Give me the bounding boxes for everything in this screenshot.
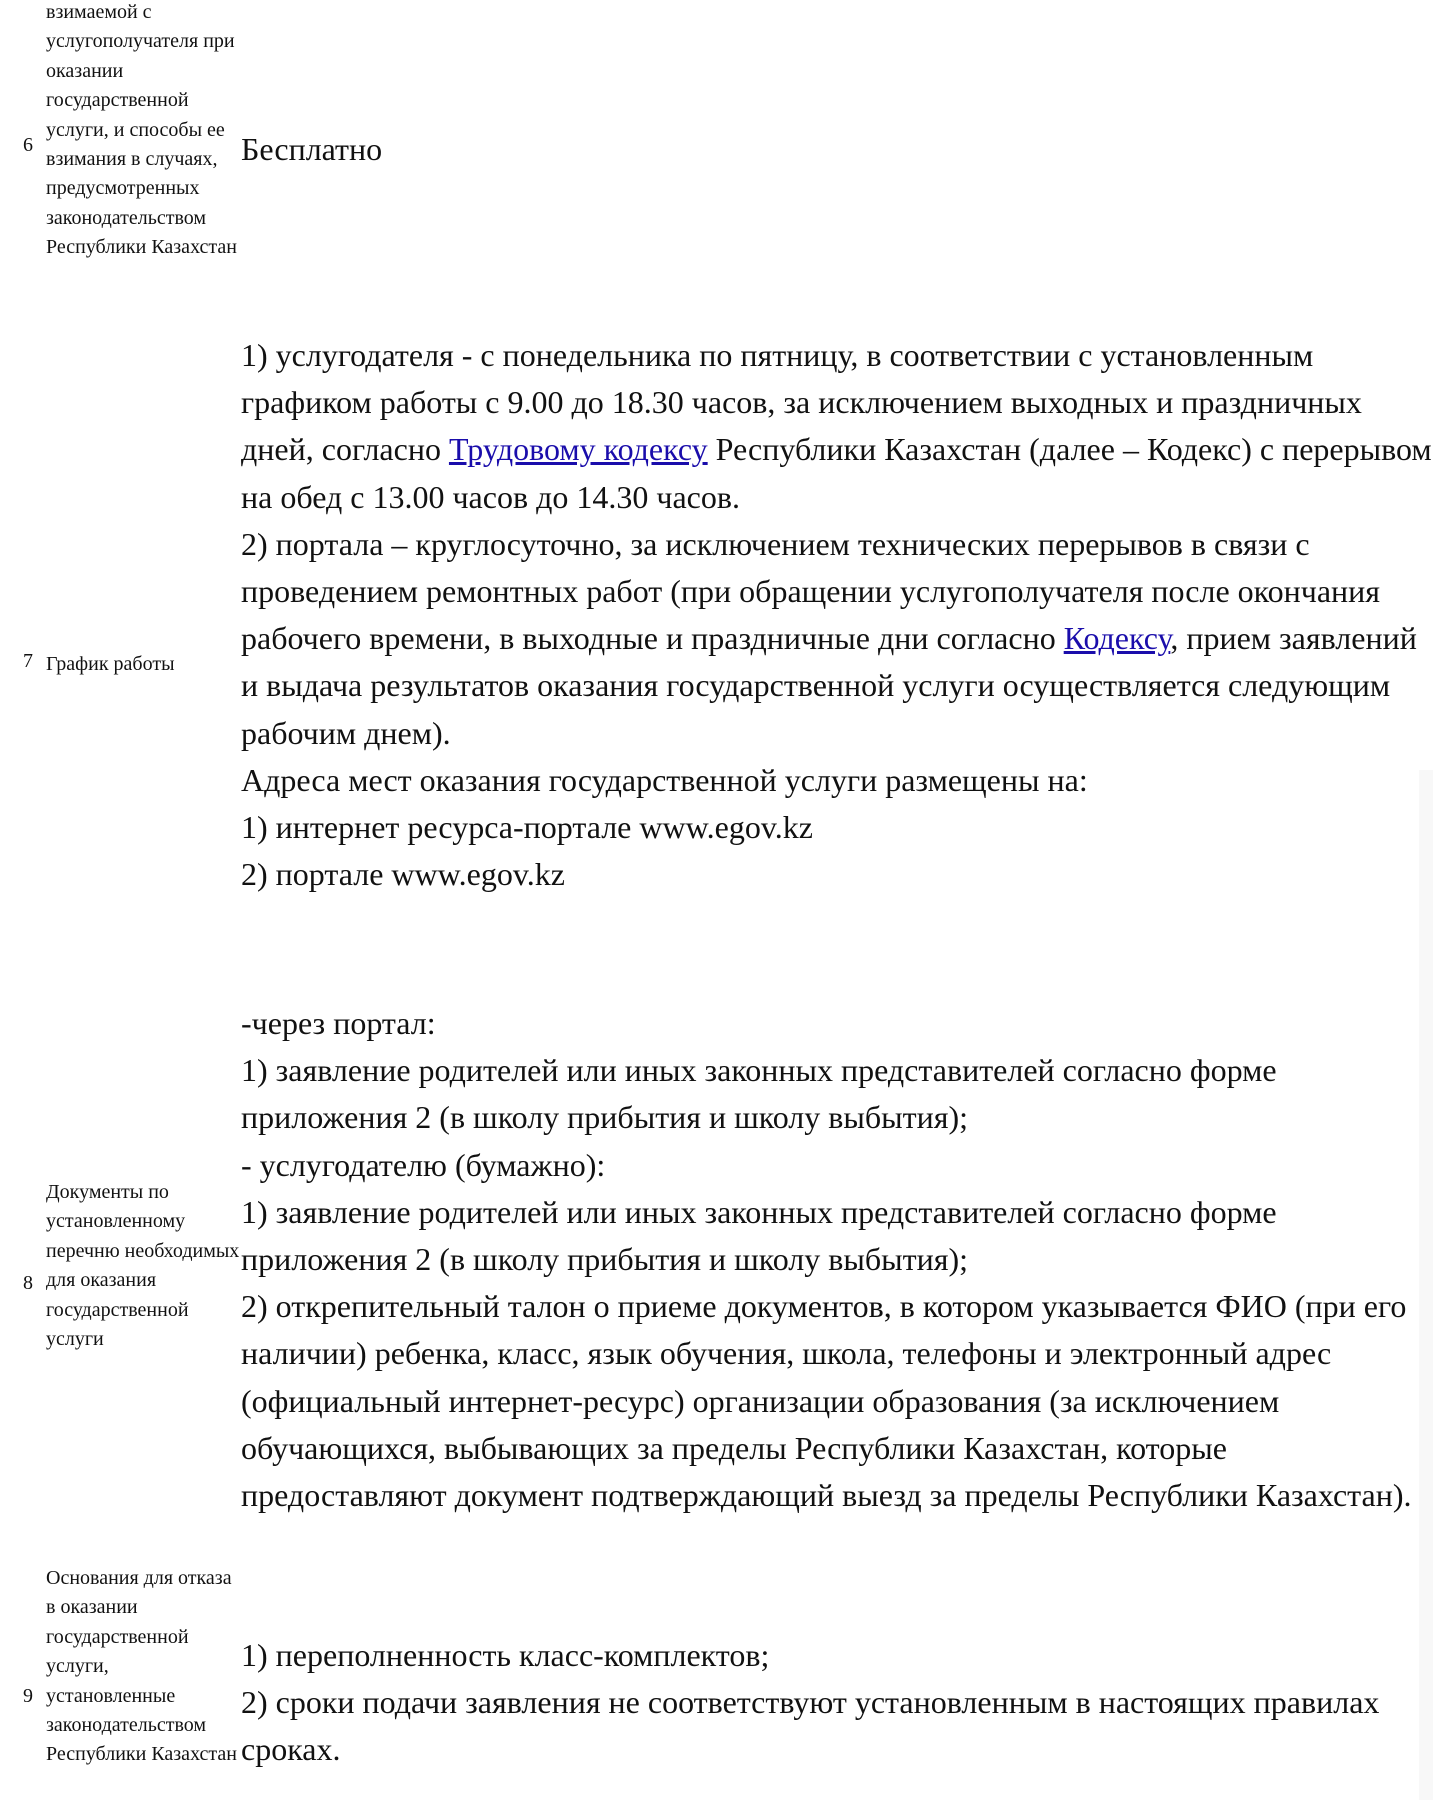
row-content bbox=[241, 332, 1437, 898]
schedule-item-2 bbox=[241, 521, 1437, 757]
document-line: 2) открепительный талон о приеме документов, в котором указывается ФИО (при его наличии) ребенка, класс, язык обучения, школа, телефоны и электронный адрес (официальный интернет-ресурс) организации образования (за исключением обучающихся, выбывающих за пределы Республики Казахстан, которые предоставляют документ подтверждающий выезд за пределы Республики Казахстан). bbox=[241, 1288, 1412, 1514]
table-row-6 bbox=[0, 0, 1440, 330]
document-line: -через портал: bbox=[241, 1005, 436, 1041]
refusal-reason: 2) сроки подачи заявления не соответствуют установленным в настоящих правилах сроках. bbox=[241, 1684, 1380, 1768]
row-number: 9 bbox=[23, 1685, 33, 1707]
text: 1) услугодателя - с понедельника по пятницу, в соответствии с установленным графиком работы с 9.00 до 18.30 часов, за исключением выходных и праздничных дней, согласно bbox=[241, 337, 1362, 468]
row-number: 7 bbox=[23, 650, 33, 672]
row-content bbox=[241, 1000, 1437, 1519]
text: 2) портала – круглосуточно, за исключением технических перерывов в связи с проведением ремонтных работ (при обращении услугополучателя после окончания рабочего времени, в выходные и праздничные дни согласно bbox=[241, 525, 1380, 657]
row-label: взимаемой с услугополучателя при оказании государственной услуги, и способы ее взимания в случаях, предусмотренных законодательством Республики Казахстан bbox=[46, 1, 237, 259]
table-row-7 bbox=[0, 330, 1440, 990]
labor-code-link[interactable]: Трудовому кодексу bbox=[448, 431, 708, 468]
refusal-reason: 1) переполненность класс-комплектов; bbox=[241, 1637, 770, 1673]
row-label: График работы bbox=[46, 653, 175, 675]
schedule-item-1 bbox=[241, 332, 1437, 521]
row-content bbox=[241, 1632, 1437, 1774]
row-number: 6 bbox=[23, 134, 33, 156]
table-row-8 bbox=[0, 1000, 1440, 1560]
scrollbar-track[interactable] bbox=[1419, 770, 1433, 1800]
document-line: - услугодателю (бумажно): bbox=[241, 1146, 606, 1183]
text: , прием заявлений и выдача результатов оказания государственной услуги осуществляется следующим рабочим днем). bbox=[241, 620, 1417, 751]
row-number: 8 bbox=[23, 1272, 33, 1294]
code-link[interactable]: Кодексу bbox=[1063, 620, 1171, 657]
address-item: 2) портале www.egov.kz bbox=[241, 856, 565, 893]
document-line: 1) заявление родителей или иных законных представителей согласно форме приложения 2 (в школу прибытия и школу выбытия); bbox=[241, 1052, 1277, 1136]
table-row-9 bbox=[0, 1560, 1440, 1800]
document-line: 1) заявление родителей или иных законных представителей согласно форме приложения 2 (в школу прибытия и школу выбытия); bbox=[241, 1193, 1277, 1278]
text: Республики Казахстан (далее – Кодекс) с перерывом на обед с 13.00 часов до 14.30 часов. bbox=[241, 431, 1432, 515]
addresses-title: Адреса мест оказания государственной услуги размещены на: bbox=[241, 761, 1088, 798]
row-label: Документы по установленному перечню необходимых для оказания государственной услуги bbox=[46, 1181, 240, 1351]
row-label: Основания для отказа в оказании государственной услуги, установленные законодательством Республики Казахстан bbox=[46, 1567, 237, 1766]
row-value: Бесплатно bbox=[241, 131, 383, 167]
address-item: 1) интернет ресурса-портале www.egov.kz bbox=[241, 809, 813, 846]
